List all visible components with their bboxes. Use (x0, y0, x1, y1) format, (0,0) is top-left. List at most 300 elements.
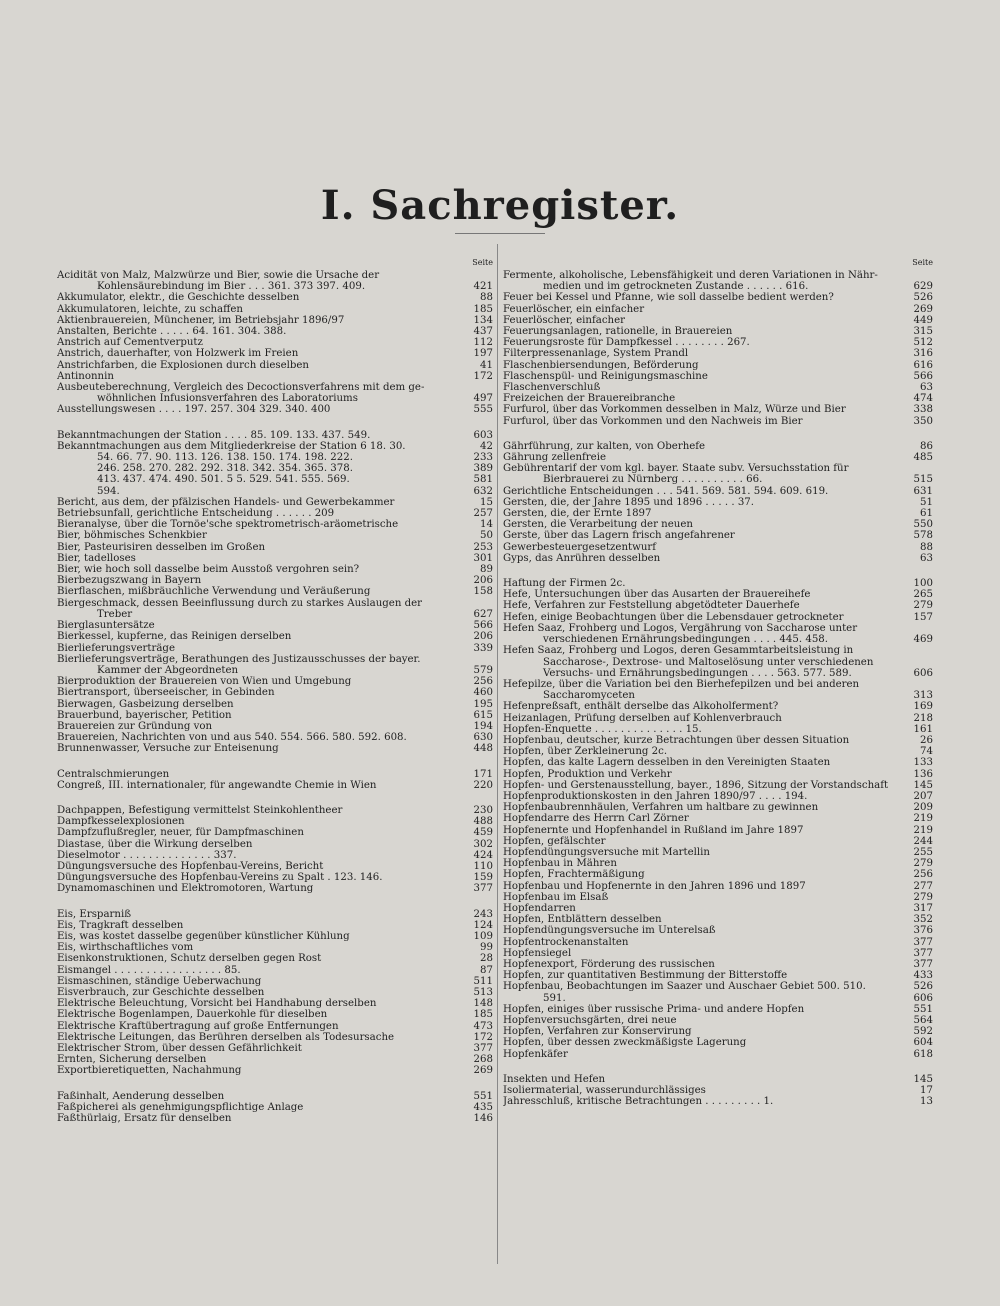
entry-page: 257 (473, 508, 493, 520)
entry-page: 279 (913, 858, 933, 870)
index-entry (57, 270, 493, 281)
index-entry (57, 1113, 493, 1124)
index-entry (57, 676, 493, 687)
index-entry (57, 827, 493, 838)
entry-page: 555 (473, 404, 493, 416)
entry-page: 512 (913, 337, 933, 349)
index-entry (57, 463, 493, 474)
entry-text: Bierbrauerei zu Nürnberg . . . . . . . . . . 66. (543, 474, 763, 486)
entry-page: 302 (473, 838, 493, 850)
entry-page: 28 (480, 953, 493, 965)
entry-page: 243 (473, 908, 493, 920)
index-entry (57, 430, 493, 441)
section-gap (57, 895, 493, 909)
index-entry (503, 612, 933, 623)
index-entry (503, 735, 933, 746)
entry-text: Isoliermaterial, wasserundurchlässiges (503, 1085, 706, 1097)
index-entry (503, 959, 933, 970)
entry-page: 515 (913, 474, 933, 486)
entry-page: 579 (473, 664, 493, 676)
entry-text: Dynamomaschinen und Elektromotoren, Wartung (57, 883, 314, 895)
entry-page: 99 (480, 942, 493, 954)
index-entry (57, 1009, 493, 1020)
index-entry (503, 542, 933, 553)
entry-page: 376 (913, 925, 933, 937)
seite-header-left: Seite (472, 258, 493, 267)
entry-page: 42 (480, 440, 493, 452)
entry-text: Flaschenbiersendungen, Beförderung (503, 359, 699, 371)
index-entry (57, 987, 493, 998)
index-entry (503, 914, 933, 925)
entry-page: 603 (473, 429, 493, 441)
index-entry (57, 710, 493, 721)
entry-page: 277 (913, 880, 933, 892)
index-entry (57, 1054, 493, 1065)
entry-text: Eis, Tragkraft desselben (57, 919, 184, 931)
entry-page: 13 (920, 1096, 933, 1108)
entry-page: 172 (473, 1031, 493, 1043)
entry-page: 110 (473, 860, 493, 872)
entry-text: Hopfendarre des Herrn Carl Zörner (503, 813, 689, 825)
index-entry (57, 654, 493, 665)
index-entry (503, 326, 933, 337)
index-entry (503, 371, 933, 382)
index-entry (57, 326, 493, 337)
index-entry (57, 542, 493, 553)
index-entry (503, 1074, 933, 1085)
entry-text: Elektrische Bogenlampen, Dauerkohle für dieselben (57, 1009, 328, 1021)
entry-text: Feuerlöscher, ein einfacher (503, 303, 645, 315)
index-entry (57, 699, 493, 710)
entry-text: Hopfenbau, deutscher, kurze Betrachtungen über dessen Situation (503, 734, 850, 746)
index-entry (503, 519, 933, 530)
entry-text: Feuerungsanlagen, rationelle, in Brauereien (503, 326, 733, 338)
entry-text: Eisenkonstruktionen, Schutz derselben gegen Rost (57, 953, 322, 965)
right-column (503, 258, 933, 1107)
entry-text: Gersten, die, der Ernte 1897 (503, 508, 652, 520)
index-entry (503, 701, 933, 712)
entry-text: Bekanntmachungen aus dem Mitgliederkreise der Station 6 18. 30. (57, 440, 406, 452)
index-entry (57, 743, 493, 754)
index-entry (57, 1102, 493, 1113)
entry-text: Anstrich, dauerhafter, von Holzwerk im Freien (57, 348, 299, 360)
index-entry (57, 839, 493, 850)
entry-text: Gersten, die Verarbeitung der neuen (503, 519, 693, 531)
entry-text: 54. 66. 77. 90. 113. 126. 138. 150. 174. 198. 222. (97, 452, 353, 464)
entry-text: Gerste, über das Lagern frisch angefahrener (503, 530, 735, 542)
entry-page: 63 (920, 382, 933, 394)
section-gap (57, 1077, 493, 1091)
entry-page: 301 (473, 552, 493, 564)
entry-text: Eis, wirthschaftliches vom (57, 942, 194, 954)
entry-text: Hopfen, Frachtermäßigung (503, 869, 645, 881)
entry-text: Brauereien zur Gründung von (57, 720, 213, 732)
entry-text: Hopfen, über dessen zweckmäßigste Lagerung (503, 1037, 747, 1049)
right-entries (503, 270, 933, 1107)
index-entry (503, 1049, 933, 1060)
index-entry (503, 304, 933, 315)
entry-page: 207 (913, 790, 933, 802)
entry-page: 389 (473, 463, 493, 475)
entry-page: 86 (920, 440, 933, 452)
entry-page: 89 (480, 564, 493, 576)
entry-page: 88 (480, 292, 493, 304)
entry-text: Hopfen, Entblättern desselben (503, 914, 662, 926)
entry-page: 578 (913, 530, 933, 542)
entry-page: 14 (480, 519, 493, 531)
entry-text: Bierkessel, kupferne, das Reinigen derselben (57, 631, 292, 643)
index-entry (503, 463, 933, 474)
entry-text: Ernten, Sicherung derselben (57, 1054, 207, 1066)
index-entry (57, 643, 493, 654)
entry-page: 606 (913, 667, 933, 679)
index-entry (503, 292, 933, 303)
index-entry (57, 953, 493, 964)
entry-page: 265 (913, 589, 933, 601)
index-entry (57, 508, 493, 519)
index-entry (503, 937, 933, 948)
index-entry (57, 304, 493, 315)
index-entry (503, 404, 933, 415)
entry-page: 145 (913, 779, 933, 791)
entry-text: Dampfkesselexplosionen (57, 816, 185, 828)
index-entry (57, 382, 493, 393)
entry-page: 244 (913, 835, 933, 847)
entry-text: Eis, Ersparniß (57, 908, 132, 920)
index-entry (503, 791, 933, 802)
entry-text: Gewerbesteuergesetzentwurf (503, 541, 657, 553)
entry-text: Bericht, aus dem, der pfälzischen Handels- und Gewerbekammer (57, 496, 395, 508)
entry-text: Anstrichfarben, die Explosionen durch dieselben (57, 359, 309, 371)
entry-text: Hopfendüngungsversuche im Unterelsaß (503, 925, 716, 937)
entry-page: 550 (913, 519, 933, 531)
entry-text: Eisverbrauch, zur Geschichte desselben (57, 986, 265, 998)
index-entry (503, 657, 933, 668)
entry-text: Dampfzuflußregler, neuer, für Dampfmaschinen (57, 827, 304, 839)
entry-text: Filterpressenanlage, System Prandl (503, 348, 689, 360)
entry-page: 63 (920, 552, 933, 564)
entry-page: 172 (473, 370, 493, 382)
entry-text: Betriebsunfall, gerichtliche Entscheidung . . . . . . 209 (57, 508, 335, 520)
index-entry (57, 931, 493, 942)
entry-text: Furfurol, über das Vorkommen desselben in Malz, Würze und Bier (503, 404, 846, 416)
entry-page: 112 (473, 337, 493, 349)
entry-text: Bekanntmachungen der Station . . . . 85. 109. 133. 437. 549. (57, 429, 371, 441)
index-entry (57, 780, 493, 791)
index-entry (503, 474, 933, 485)
index-entry (503, 441, 933, 452)
index-entry (503, 1026, 933, 1037)
index-entry (57, 883, 493, 894)
index-entry (57, 965, 493, 976)
entry-text: Flaschenspül- und Reinigungsmaschine (503, 370, 708, 382)
entry-text: Gährung zellenfreie (503, 452, 606, 464)
index-entry (57, 998, 493, 1009)
entry-page: 616 (913, 359, 933, 371)
index-entry (57, 805, 493, 816)
entry-text: Anstrich auf Cementverputz (57, 337, 203, 349)
index-entry (503, 645, 933, 656)
entry-page: 631 (913, 485, 933, 497)
entry-page: 185 (473, 1009, 493, 1021)
entry-page: 511 (473, 975, 493, 987)
index-entry (503, 1004, 933, 1015)
left-column (57, 258, 493, 1124)
entry-page: 449 (913, 314, 933, 326)
entry-text: Eismangel . . . . . . . . . . . . . . . . . 85. (57, 964, 241, 976)
entry-page: 627 (473, 608, 493, 620)
section-gap (503, 427, 933, 441)
index-entry (57, 769, 493, 780)
entry-page: 474 (913, 393, 933, 405)
index-entry (57, 393, 493, 404)
entry-page: 424 (473, 849, 493, 861)
entry-page: 136 (913, 768, 933, 780)
entry-page: 255 (913, 846, 933, 858)
index-entry (503, 713, 933, 724)
index-entry (57, 609, 493, 620)
index-entry (57, 441, 493, 452)
entry-page: 197 (473, 348, 493, 360)
index-entry (503, 416, 933, 427)
entry-text: Exportbieretiquetten, Nachahmung (57, 1065, 242, 1077)
entry-page: 159 (473, 872, 493, 884)
entry-text: Eismaschinen, ständige Ueberwachung (57, 975, 262, 987)
entry-text: Hopfendüngungsversuche mit Martellin (503, 846, 710, 858)
entry-page: 161 (913, 723, 933, 735)
entry-text: Elektrische Beleuchtung, Vorsicht bei Handhabung derselben (57, 998, 377, 1010)
entry-page: 448 (473, 743, 493, 755)
entry-text: Saccharomyceten (543, 690, 635, 702)
entry-text: Bieranalyse, über die Tornöe'sche spektrometrisch-aräometrische (57, 519, 399, 531)
entry-text: Flaschenverschluß (503, 382, 601, 394)
entry-page: 100 (913, 578, 933, 590)
entry-page: 566 (913, 370, 933, 382)
entry-text: Acidität von Malz, Malzwürze und Bier, sowie die Ursache der (57, 270, 380, 281)
left-entries (57, 270, 493, 1124)
index-entry (57, 486, 493, 497)
entry-page: 109 (473, 930, 493, 942)
entry-text: Hopfen, zur quantitativen Bestimmung der Bitterstoffe (503, 970, 788, 982)
entry-page: 26 (920, 734, 933, 746)
entry-text: Saccharose-, Dextrose- und Maltoselösung unter verschiedenen (543, 656, 874, 668)
index-entry (503, 780, 933, 791)
entry-text: Hopfenbau im Elsaß (503, 891, 609, 903)
entry-page: 551 (473, 1090, 493, 1102)
entry-page: 194 (473, 720, 493, 732)
entry-text: Bier, wie hoch soll dasselbe beim Ausstoß vergohren sein? (57, 564, 360, 576)
index-entry (57, 348, 493, 359)
entry-page: 339 (473, 642, 493, 654)
entry-page: 256 (473, 676, 493, 688)
entry-text: Centralschmierungen (57, 768, 170, 780)
entry-text: Hopfenversuchsgärten, drei neue (503, 1015, 677, 1026)
entry-page: 469 (913, 634, 933, 646)
entry-page: 513 (473, 986, 493, 998)
index-entry (503, 925, 933, 936)
index-entry (57, 620, 493, 631)
index-entry (57, 564, 493, 575)
index-entry (503, 1037, 933, 1048)
entry-page: 526 (913, 981, 933, 993)
entry-text: Gährführung, zur kalten, von Oberhefe (503, 440, 706, 452)
entry-text: Akkumulatoren, leichte, zu schaffen (57, 303, 243, 315)
entry-page: 460 (473, 687, 493, 699)
index-entry (503, 757, 933, 768)
entry-text: Furfurol, über das Vorkommen und den Nachweis im Bier (503, 415, 803, 427)
entry-text: Elektrische Kraftübertragung auf große Entfernungen (57, 1020, 339, 1032)
index-entry (57, 519, 493, 530)
entry-page: 253 (473, 541, 493, 553)
entry-text: Hopfensiegel (503, 947, 572, 959)
entry-text: Faßthürlaig, Ersatz für denselben (57, 1113, 232, 1125)
index-entry (503, 600, 933, 611)
index-entry (57, 281, 493, 292)
entry-text: Hefen Saaz, Frohberg und Logos, Vergährung von Saccharose unter (503, 622, 858, 634)
index-entry (57, 665, 493, 676)
index-entry (503, 1085, 933, 1096)
entry-text: Heizanlagen, Prüfung derselben auf Kohlenverbrauch (503, 712, 782, 724)
entry-page: 171 (473, 768, 493, 780)
entry-text: Gebührentarif der vom kgl. bayer. Staate subv. Versuchsstation für (503, 463, 849, 475)
entry-page: 551 (913, 1003, 933, 1015)
entry-page: 433 (913, 970, 933, 982)
entry-text: Gyps, das Anrühren desselben (503, 552, 661, 564)
entry-page: 485 (913, 452, 933, 464)
entry-text: Hopfentrockenanstalten (503, 936, 629, 948)
entry-text: Bier, Pasteurisiren desselben im Großen (57, 541, 266, 553)
entry-page: 157 (913, 611, 933, 623)
entry-page: 218 (913, 712, 933, 724)
entry-page: 338 (913, 404, 933, 416)
entry-page: 377 (913, 958, 933, 970)
entry-page: 313 (913, 690, 933, 702)
entry-text: 246. 258. 270. 282. 292. 318. 342. 354. 365. 378. (97, 463, 353, 475)
entry-text: Ausbeuteberechnung, Vergleich des Decoctionsverfahrens mit dem ge- (57, 382, 425, 394)
entry-page: 581 (473, 474, 493, 486)
entry-text: Hopfenbaubrennhäulen, Verfahren um haltbare zu gewinnen (503, 802, 819, 814)
page-title: I. Sachregister. (320, 182, 680, 229)
index-entry (57, 292, 493, 303)
entry-page: 526 (913, 292, 933, 304)
index-entry (57, 575, 493, 586)
entry-text: Bier, böhmisches Schenkbier (57, 530, 207, 542)
index-entry (503, 623, 933, 634)
entry-page: 158 (473, 586, 493, 598)
entry-text: Hopfenkäfer (503, 1048, 568, 1060)
index-entry (503, 589, 933, 600)
entry-page: 564 (913, 1015, 933, 1026)
entry-text: Treber (97, 608, 133, 620)
entry-page: 124 (473, 919, 493, 931)
entry-page: 629 (913, 281, 933, 293)
entry-text: Gerichtliche Entscheidungen . . . 541. 569. 581. 594. 609. 619. (503, 485, 829, 497)
index-entry (503, 724, 933, 735)
index-entry (57, 452, 493, 463)
index-entry (57, 315, 493, 326)
entry-page: 604 (913, 1037, 933, 1049)
index-entry (57, 850, 493, 861)
entry-page: 279 (913, 600, 933, 612)
index-entry (503, 836, 933, 847)
index-entry (503, 825, 933, 836)
entry-page: 317 (913, 902, 933, 914)
index-entry (57, 721, 493, 732)
entry-page: 195 (473, 698, 493, 710)
index-entry (503, 970, 933, 981)
index-entry (57, 1091, 493, 1102)
entry-page: 209 (913, 802, 933, 814)
entry-text: Bierflaschen, mißbräuchliche Verwendung und Veräußerung (57, 586, 371, 598)
section-gap (503, 564, 933, 578)
entry-text: Hefenpreßsaft, enthält derselbe das Alkoholferment? (503, 701, 779, 713)
index-entry (503, 903, 933, 914)
entry-text: Dieselmotor . . . . . . . . . . . . . . 337. (57, 849, 237, 861)
index-entry (503, 858, 933, 869)
entry-text: Hopfen-Enquette . . . . . . . . . . . . . . 15. (503, 723, 702, 735)
index-entry (57, 598, 493, 609)
index-entry (503, 869, 933, 880)
entry-page: 316 (913, 348, 933, 360)
index-entry (57, 631, 493, 642)
entry-page: 230 (473, 804, 493, 816)
entry-text: Bierlieferungsverträge, Berathungen des Justizausschusses der bayer. (57, 653, 421, 665)
entry-page: 279 (913, 891, 933, 903)
entry-page: 220 (473, 779, 493, 791)
entry-text: Feuerungsroste für Dampfkessel . . . . . . . . 267. (503, 337, 750, 349)
index-entry (503, 578, 933, 589)
entry-text: Jahresschluß, kritische Betrachtungen . . . . . . . . . 1. (503, 1096, 774, 1108)
entry-text: Hopfenbau, Beobachtungen im Saazer und Auschaer Gebiet 500. 510. (503, 981, 866, 993)
entry-page: 269 (913, 303, 933, 315)
entry-text: Brauerbund, bayerischer, Petition (57, 709, 232, 721)
entry-text: Kammer der Abgeordneten (97, 664, 239, 676)
entry-page: 377 (473, 883, 493, 895)
index-entry (503, 746, 933, 757)
index-entry (57, 474, 493, 485)
index-entry (57, 909, 493, 920)
index-entry (503, 1096, 933, 1107)
index-entry (57, 1043, 493, 1054)
index-entry (503, 497, 933, 508)
entry-page: 148 (473, 998, 493, 1010)
index-entry (503, 892, 933, 903)
index-entry (503, 668, 933, 679)
seite-header-right: Seite (912, 258, 933, 267)
entry-text: Hefen, einige Beobachtungen über die Lebensdauer getrockneter (503, 611, 844, 623)
entry-page: 145 (913, 1073, 933, 1085)
index-entry (503, 993, 933, 1004)
entry-page: 630 (473, 732, 493, 744)
index-entry (57, 337, 493, 348)
index-entry (503, 948, 933, 959)
entry-text: Hopfen, gefälschter (503, 835, 606, 847)
entry-page: 435 (473, 1101, 493, 1113)
entry-page: 256 (913, 869, 933, 881)
entry-page: 61 (920, 508, 933, 520)
entry-page: 87 (480, 964, 493, 976)
entry-text: Hopfenexport, Förderung des russischen (503, 958, 715, 970)
entry-text: Hopfenbau in Mähren (503, 858, 617, 870)
entry-text: Bierlieferungsverträge (57, 642, 175, 654)
entry-page: 269 (473, 1065, 493, 1077)
entry-text: Elektrische Leitungen, das Berühren derselben als Todesursache (57, 1031, 395, 1043)
index-entry (57, 553, 493, 564)
index-entry (503, 553, 933, 564)
entry-text: Düngungsversuche des Hopfenbau-Vereins, Bericht (57, 860, 324, 872)
index-entry (503, 690, 933, 701)
entry-text: Ausstellungswesen . . . . 197. 257. 304 329. 340. 400 (57, 404, 331, 416)
